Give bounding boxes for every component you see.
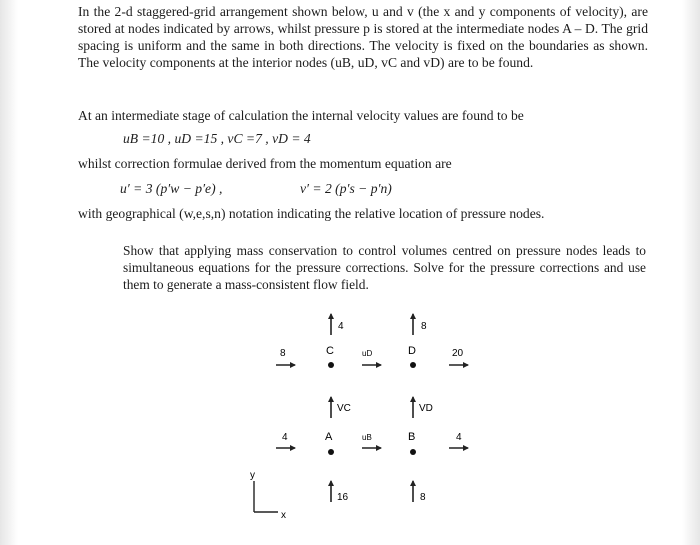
pressure-node-d [410, 362, 416, 368]
node-b-label: B [408, 431, 416, 443]
geographical-notation-text: with geographical (w,e,s,n) notation indicating the relative location of pressure nodes. [78, 206, 545, 221]
task-text: Show that applying mass conservation to control volumes centred on pressure nodes leads to simultaneous equations for the pressure corrections. Solve for the pressure corrections and use them to generate a mass-consistent flow field. [123, 243, 646, 292]
top-right-v-value: 8 [421, 321, 427, 332]
top-left-v-value: 4 [338, 321, 344, 332]
lower-left-u-value: 4 [282, 432, 288, 443]
upper-right-u-value: 20 [452, 348, 464, 359]
axes-icon [254, 481, 278, 512]
pressure-node-c [328, 362, 334, 368]
upper-left-u-value: 8 [280, 348, 286, 359]
pressure-node-b [410, 449, 416, 455]
v-mid-left-label: VC [337, 403, 351, 414]
node-a-label: A [325, 431, 333, 443]
velocity-values-equation: uB =10 , uD =15 , vC =7 , vD = 4 [123, 131, 311, 146]
x-axis-label: x [281, 510, 286, 521]
lower-right-u-value: 4 [456, 432, 462, 443]
u-lower-mid-label: uB [362, 433, 372, 442]
y-axis-label: y [250, 470, 255, 481]
v-correction-equation: v′ = 2 (p′s − p′n) [300, 181, 392, 196]
u-correction-equation: u′ = 3 (p′w − p′e) , [120, 181, 223, 196]
bottom-right-v-value: 8 [420, 492, 426, 503]
intermediate-intro-text: At an intermediate stage of calculation the internal velocity values are found to be [78, 108, 524, 123]
node-c-label: C [326, 345, 334, 357]
node-d-label: D [408, 345, 416, 357]
v-mid-right-label: VD [419, 403, 433, 414]
u-upper-mid-label: uD [362, 349, 373, 358]
whilst-text: whilst correction formulae derived from the momentum equation are [78, 156, 452, 171]
bottom-left-v-value: 16 [337, 492, 349, 503]
pressure-node-a [328, 449, 334, 455]
intro-text: In the 2-d staggered-grid arrangement shown below, u and v (the x and y components of velocity), are stored at nodes indicated by arrows, whilst pressure p is stored at the intermediate nodes A – D. The grid spacing is uniform and the same in both directions. The velocity is fixed on the boundaries as shown. The velocity components at the interior nodes (uB, uD, vC and vD) are to be found. [78, 4, 648, 70]
